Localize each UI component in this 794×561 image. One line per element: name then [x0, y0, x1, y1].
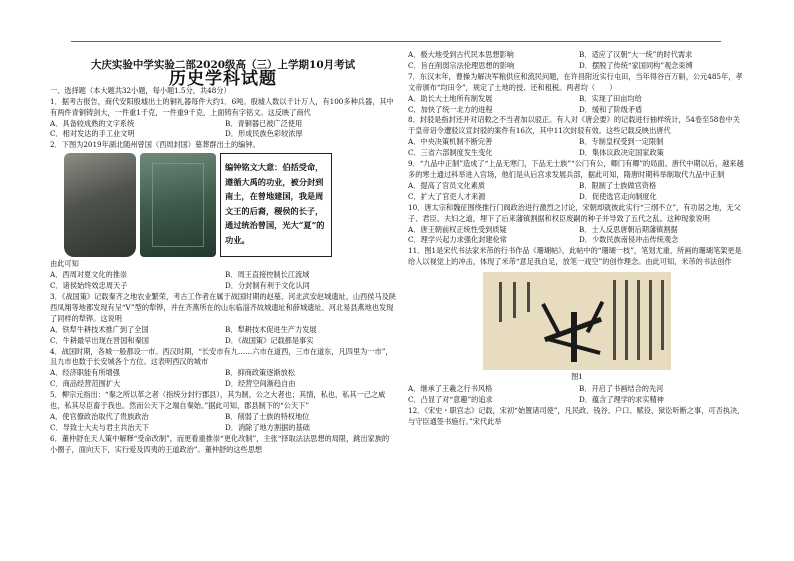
options — [408, 181, 746, 203]
option-c: C．导致士大夫与君主共治天下 — [50, 422, 149, 432]
bronze-bell-photo-2 — [140, 153, 216, 257]
option-b: B．士人反思唐朝后期藩镇割据 — [579, 224, 678, 234]
option-a: A．经济职能有所增强 — [50, 368, 120, 378]
question-stem: 5．柳宗元指出：“秦之所以革之者（指统分封行郡县），其为制，公之大者也；其情，私也，私其一己之威也，私其尽臣畜于我也。然而公天下之端自秦始。”据此可知，郡县制下的“公天下” — [50, 390, 386, 411]
option-c: C．凸显了对“意趣”的追求 — [408, 394, 493, 404]
option-b: B．抑商政策逐渐放松 — [225, 368, 295, 378]
option-c: C．商品经营范围扩大 — [50, 379, 121, 389]
subject-title: 历史学科试题 — [169, 68, 277, 89]
option-c: C．相对发达的手工业文明 — [50, 129, 135, 139]
options — [50, 270, 396, 292]
question-3 — [50, 292, 396, 347]
option-c: C．加快了统一北方的进程 — [408, 104, 493, 114]
option-d: D．《战国策》记载都是事实 — [225, 335, 314, 345]
option-d: D．集体议政决定国家政策 — [579, 148, 664, 158]
option-a: A．中央决策机制不断完善 — [408, 137, 493, 147]
options — [50, 412, 396, 434]
question-stem: 9．“九品中正制”造成了“上品无寒门，下品无士族”“公门有公，卿门有卿”的局面。唐代中期以后，越来越多的寒士通过科举进入官场，他们是从后宫求发展兵部，据此可知，隋唐时期科举制取代九品中正制 — [408, 159, 744, 179]
option-d: D．促使选官走向制度化 — [579, 191, 657, 201]
question-stem: 6．董仲舒在天人策中解释“受命改制”，而更看重推崇“更化改制”，主张“择取法法思想的局限，跳出家族的小圈子，面向天下，实行爱及四夷的王道政治”。董仲舒的这些思想 — [50, 433, 390, 454]
option-c: C．旨在削弱宗法伦理思想的影响 — [408, 60, 515, 70]
question-12 — [408, 406, 746, 428]
left-column — [50, 50, 396, 456]
calligraphy-figure — [483, 272, 671, 370]
option-b: B．开启了书画结合的先河 — [579, 384, 664, 394]
option-a: A．极大地受到古代民本思想影响 — [408, 50, 514, 59]
option-c: C．牛耕最早出现在晋国和秦国 — [50, 335, 149, 345]
options — [50, 119, 396, 141]
option-b: B．犁耕技术促进生产力发展 — [225, 324, 317, 334]
question-stem: 4．战国时期，各城一般都设一市。西汉时期，“长安市有九……六市在道西，三市在道东，凡四里为一市”，且九市也数于长安城各个方位。这表明西汉的城市 — [50, 346, 393, 367]
question-2 — [50, 140, 396, 292]
option-c: C．诸侯始终效忠周天子 — [50, 281, 128, 291]
header-rule — [71, 41, 721, 42]
option-a: A．西周对夏文化的推崇 — [50, 270, 128, 280]
question-stem: 3．《战国策》记载秦齐之地农业繁荣，考古工作者在属于战国时期的赵墓、河北武安赵城遗址、山西侯马及陕西凤翔等地都发现有呈“V”型的犁铧，并在齐燕所在的山东临淄齐故城遗址和薛城遗址、河北易县燕地也发现了同样的犁铧。这说明 — [50, 291, 396, 323]
inscription-box: 编钟铭文大意：伯括受命，遵循大禹的功业，被分封到南土，在曾地建国，我是周文王的后裔，稷侯的长子，通过统治曾国，光大“夏”的功业。 — [220, 153, 332, 257]
question-7 — [408, 72, 746, 116]
option-d: D．摆脱了传统“家国同构”观念束缚 — [579, 60, 693, 70]
option-d: D．分封制有利于文化认同 — [225, 281, 310, 291]
options — [50, 325, 396, 347]
question-stem: 1．据考古报告，商代安阳殷墟出土的铜礼器每件大约1．6吨。殷墟人数以千计万人，有100多种兵器，其中有两件青铜铸剑大，一件重1千克，一件重9千克，上面铸有字铭文。这反映了商代 — [50, 96, 394, 117]
question-4 — [50, 347, 396, 391]
options — [408, 384, 746, 406]
option-d: D．少数民族南侵冲击传统观念 — [579, 235, 679, 245]
question-lead: 由此可知 — [50, 259, 79, 269]
question-8 — [408, 115, 746, 159]
option-b: B．青铜器已被广泛使用 — [225, 118, 303, 128]
question-stem: 11．图1是宋代书法家米芾的行书作品《珊瑚帖》，此帖中的“珊瑚一枝”，笔划尤重，所画的珊瑚笔架更是给人以视觉上的冲击，体现了米芾“意足我自足，放笔一戏空”的创作理念。由此可知，米芾的书法创作 — [408, 246, 742, 267]
options — [408, 225, 746, 247]
option-c: C．理学兴起力求强化封建伦常 — [408, 235, 507, 245]
options — [408, 137, 746, 159]
option-b: B．专制皇权受到一定限制 — [579, 137, 664, 147]
question-11 — [408, 246, 746, 406]
option-b: B．实现了田亩均给 — [579, 93, 642, 103]
question-6 — [50, 434, 396, 456]
option-d: D．蕴含了理学的求实精神 — [579, 394, 664, 404]
option-c: C．扩大了官吏人才来源 — [408, 191, 486, 201]
option-a: A．唐王朝前权正统性受到质疑 — [408, 224, 507, 234]
option-b: B．削弱了士族的特权地位 — [225, 411, 310, 421]
question-1 — [50, 97, 396, 141]
exam-title: 大庆实验中学实验二部2020级高（三）上学期10月考试 — [90, 59, 356, 71]
option-a: A．铁犁牛耕技术推广到了全国 — [50, 324, 149, 334]
question-9 — [408, 159, 746, 203]
question-stem: 12．《宋史・职官志》记载，宋初“始置诸司使”，凡民政、钱谷、户口、赋役、狱讼听断之事，可否执决，与守臣通签书施行。”宋代此举 — [408, 405, 745, 426]
option-a: A．具备较成熟的文字系统 — [50, 118, 135, 128]
question-stem: 7．东汉末年，曹操为解决军粮供应和流民问题，在许昌附近实行屯田，当年得谷百万斛，公元485年，孝文帝颁布“均田令”，规定了土地的授、还和租税。两者均（ ） — [408, 71, 743, 92]
question-stem: 10．唐太宗和魏征围绕推行门阀政治进行激烈之讨论，宋朝却就彼此实行“三纲不立”，有功居之地，无父子、君臣、夫妇之道，埋下了后来藩镇割据和权臣废嗣的种子并导致了五代之乱。这种现象说明 — [408, 202, 741, 223]
question-10 — [408, 203, 746, 247]
q6-options — [408, 50, 746, 72]
option-d: D．形成民族色彩较浓厚 — [225, 129, 303, 139]
figure-caption: 图1 — [571, 372, 583, 382]
option-b: B．周王直接控制长江流域 — [225, 270, 310, 280]
options — [408, 94, 746, 116]
option-c: C．三省六部制度发生变化 — [408, 148, 493, 158]
option-a: A．使官僚政治取代了贵族政治 — [50, 411, 149, 421]
section-heading: 一、选择题（本大题共32小题，每小题1.5分，共48分） — [50, 85, 231, 95]
question-stem: 2．下图为2019年湖北随州曾国（西周封国）墓葬群出土的编钟。 — [50, 140, 260, 150]
question-stem: 8．封驳是指封还并对诏敕之不当者加以驳正。有人对《唐会要》的记载进行抽样统计，54卷至58卷中关于皇帝诏令遭驳议宣封驳的案件有16次，其中11次封驳有效。这些记载反映出唐代 — [408, 115, 740, 136]
option-a: A．助长大土地所有制发展 — [408, 93, 493, 103]
right-column — [408, 50, 746, 428]
option-b: B．限制了士族做官资格 — [579, 180, 657, 190]
option-b: B．适应了汉朝“大一统”的时代需求 — [579, 50, 693, 59]
option-d: D．经营空间渐趋自由 — [225, 379, 296, 389]
option-d: D．缓和了阶级矛盾 — [579, 104, 643, 114]
bell-figure — [64, 153, 396, 257]
options — [50, 368, 396, 390]
option-d: D．消除了地方割据的基础 — [225, 422, 310, 432]
option-a: A．提高了官员文化素质 — [408, 180, 486, 190]
option-a: A．继承了王羲之行书风格 — [408, 384, 493, 394]
bronze-bell-photo-1 — [64, 153, 136, 257]
question-5 — [50, 390, 396, 434]
